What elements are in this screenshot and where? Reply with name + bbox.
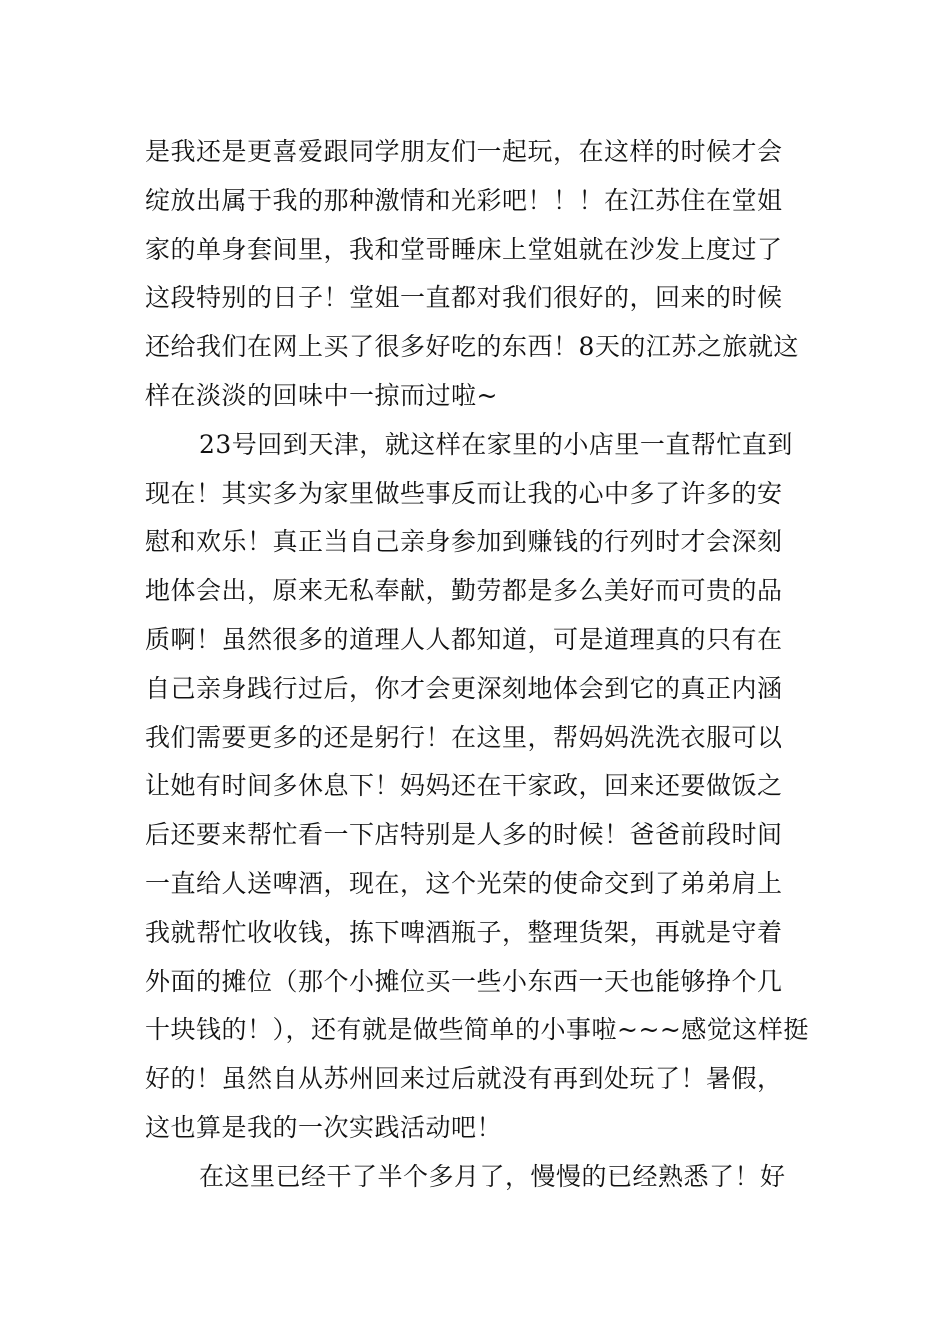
text-line: 是我还是更喜爱跟同学朋友们一起玩，在这样的时候才会 (145, 137, 783, 166)
text-line: 我就帮忙收收钱，拣下啤酒瓶子，整理货架，再就是守着 (145, 917, 783, 947)
text-line: 后还要来帮忙看一下店特别是人多的时候！爸爸前段时间 (145, 820, 783, 850)
text-line: 这段特别的日子！堂姐一直都对我们很好的，回来的时候 (145, 283, 783, 313)
text-line: 这也算是我的一次实践活动吧！ (145, 1112, 503, 1142)
text-line: 十块钱的！），还有就是做些简单的小事啦~~~感觉这样挺 (145, 1015, 809, 1045)
text-line: 质啊！虽然很多的道理人人都知道，可是道理真的只有在 (145, 624, 783, 654)
text-line: 现在！其实多为家里做些事反而让我的心中多了许多的安 (145, 478, 783, 508)
text-line: 在这里已经干了半个多月了，慢慢的已经熟悉了！好 (199, 1161, 786, 1191)
text-line: 外面的摊位（那个小摊位买一些小东西一天也能够挣个几 (145, 966, 783, 996)
text-line: 让她有时间多休息下！妈妈还在干家政，回来还要做饭之 (145, 771, 783, 801)
body-text (145, 128, 815, 1202)
text-line: 地体会出，原来无私奉献，勤劳都是多么美好而可贵的品 (145, 576, 783, 606)
text-line: 还给我们在网上买了很多好吃的东西！8天的江苏之旅就这 (145, 332, 799, 362)
text-line: 慰和欢乐！真正当自己亲身参加到赚钱的行列时才会深刻 (145, 527, 783, 557)
text-line: 样在淡淡的回味中一掠而过啦~ (145, 380, 498, 410)
text-line: 23号回到天津，就这样在家里的小店里一直帮忙直到 (199, 429, 793, 459)
text-line: 自己亲身践行过后，你才会更深刻地体会到它的真正内涵 (145, 673, 783, 703)
text-line: 绽放出属于我的那种激情和光彩吧！！！在江苏住在堂姐 (145, 185, 783, 215)
text-line: 一直给人送啤酒，现在，这个光荣的使命交到了弟弟肩上 (145, 868, 783, 898)
text-line: 好的！虽然自从苏州回来过后就没有再到处玩了！暑假， (145, 1064, 783, 1094)
text-line: 家的单身套间里，我和堂哥睡床上堂姐就在沙发上度过了 (145, 234, 783, 264)
text-line: 我们需要更多的还是躬行！在这里，帮妈妈洗洗衣服可以 (145, 722, 783, 752)
